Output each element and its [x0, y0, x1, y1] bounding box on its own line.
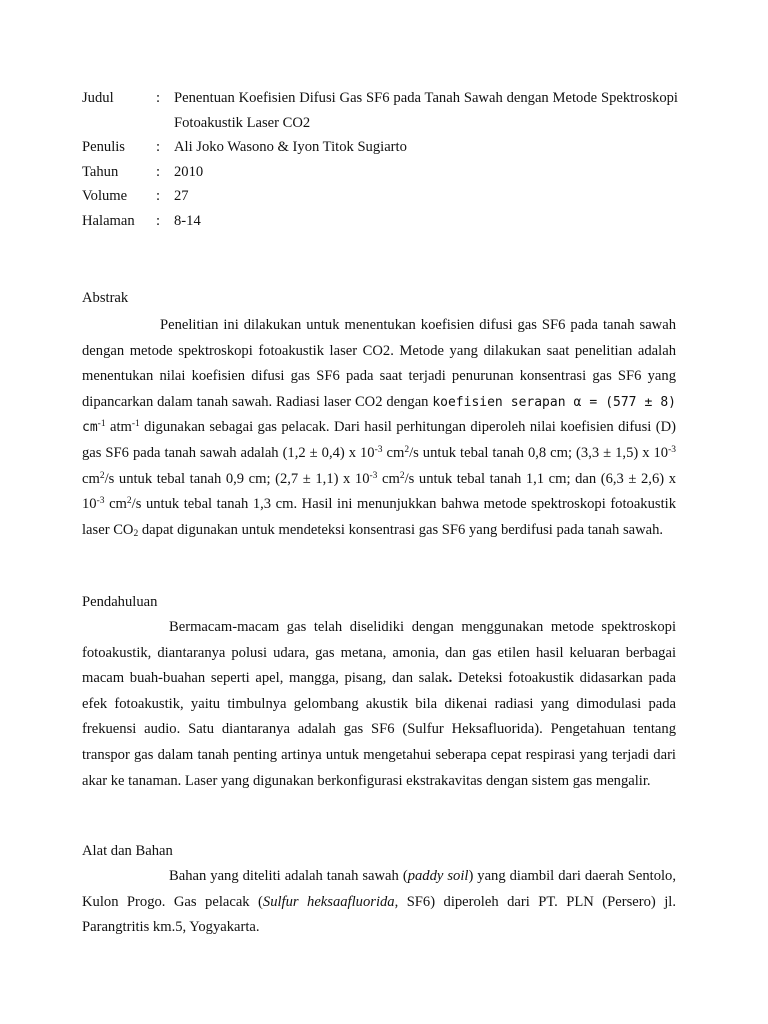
meta-colon: : — [156, 139, 161, 155]
meta-row-halaman — [82, 209, 678, 234]
meta-row-judul — [82, 86, 678, 135]
meta-label-penulis: Penulis — [82, 139, 125, 155]
materials-section — [82, 839, 676, 941]
meta-row-tahun — [82, 160, 678, 185]
materials-paragraph: Bahan yang diteliti adalah tanah sawah (paddy soil) yang diambil dari daerah Sentolo, Kulon Progo. Gas pelacak (Sulfur heksaafluorida, SF6) diperoleh dari PT. PLN (Persero) jl. Parangtritis km.5, Yogyakarta. — [82, 868, 676, 936]
abstract-paragraph: Penelitian ini dilakukan untuk menentukan koefisien difusi gas SF6 pada tanah sawah dengan metode spektroskopi fotoakustik laser CO2. Metode yang dilakukan saat penelitian adalah menentukan nilai koefisien difusi gas SF6 pada saat terjadi penurunan konsentrasi gas SF6 yang dipancarkan dalam tanah sawah. Radiasi laser CO2 dengan koefisien serapan α = (577 ± 8) $cm^{-1}$ atm$^{-1}$ digunakan sebagai gas pelacak. Dari hasil perhitungan diperoleh nilai koefisien difusi (D) gas SF6 pada tanah sawah adalah (1,2 ± 0,4) x $10^{-3}$ $cm^2/s$ untuk tebal tanah 0,8 cm; (3,3 ± 1,5) x $10^{-3}$ $cm^2/s$ untuk tebal tanah 0,9 cm; (2,7 ± 1,1) x $10^{-3}$ $cm^2/s$ untuk tebal tanah 1,1 cm; dan (6,3 ± 2,6) x $10^{-3}$ $cm^2/s$ untuk tebal tanah 1,3 cm. Hasil ini menunjukkan bahwa metode spektroskopi fotoakustik laser $CO_2$ dapat digunakan untuk mendeteksi konsentrasi gas SF6 yang berdifusi pada tanah sawah. — [82, 317, 676, 539]
meta-label-tahun: Tahun — [82, 163, 119, 180]
meta-label-judul: Judul — [82, 90, 114, 106]
meta-colon: : — [156, 188, 161, 204]
meta-value-volume: 27 — [174, 188, 189, 204]
meta-value-tahun: 2010 — [174, 163, 204, 180]
introduction-paragraph: Bermacam-macam gas telah diselidiki dengan menggunakan metode spektroskopi fotoakustik, diantaranya polusi udara, gas metana, amonia, dan gas etilen hasil keluaran berbagai macam buah-buahan seperti apel, mangga, pisang, dan salak. Deteksi fotoakustik didasarkan pada efek fotoakustik, yaitu timbulnya gelombang akustik bila dikenai radiasi yang dimodulasi pada frekuensi audio. Satu diantaranya adalah gas SF6 (Sulfur Heksafluorida). Pengetahuan tentang transpor gas dalam tanah penting artinya untuk mengetahui seberapa cepat respirasi yang terjadi dari akar ke tanaman. Laser yang digunakan berkonfigurasi ekstrakavitas dengan sistem gas mengalir. — [82, 619, 676, 789]
introduction-section — [82, 590, 676, 794]
meta-value-penulis: Ali Joko Wasono & Iyon Titok Sugiarto — [174, 139, 407, 155]
meta-label-volume: Volume — [82, 188, 128, 204]
meta-row-volume — [82, 184, 678, 209]
meta-row-penulis — [82, 135, 678, 160]
meta-colon: : — [156, 90, 161, 106]
meta-value-halaman: 8-14 — [174, 212, 201, 229]
absorption-coefficient: koefisien serapan α = (577 ± 8) cm — [82, 394, 676, 436]
abstract-section — [82, 286, 676, 543]
meta-value-judul: Penentuan Koefisien Difusi Gas SF6 pada Tanah Sawah dengan Metode Spektroskopi Fotoakustik Laser CO2 — [174, 90, 678, 131]
materials-heading: Alat dan Bahan — [82, 843, 173, 859]
meta-colon: : — [156, 163, 161, 180]
abstract-heading: Abstrak — [82, 290, 129, 306]
meta-label-halaman: Halaman — [82, 212, 135, 229]
meta-colon: : — [156, 212, 161, 229]
introduction-heading: Pendahuluan — [82, 594, 158, 610]
article-metadata — [82, 86, 678, 233]
